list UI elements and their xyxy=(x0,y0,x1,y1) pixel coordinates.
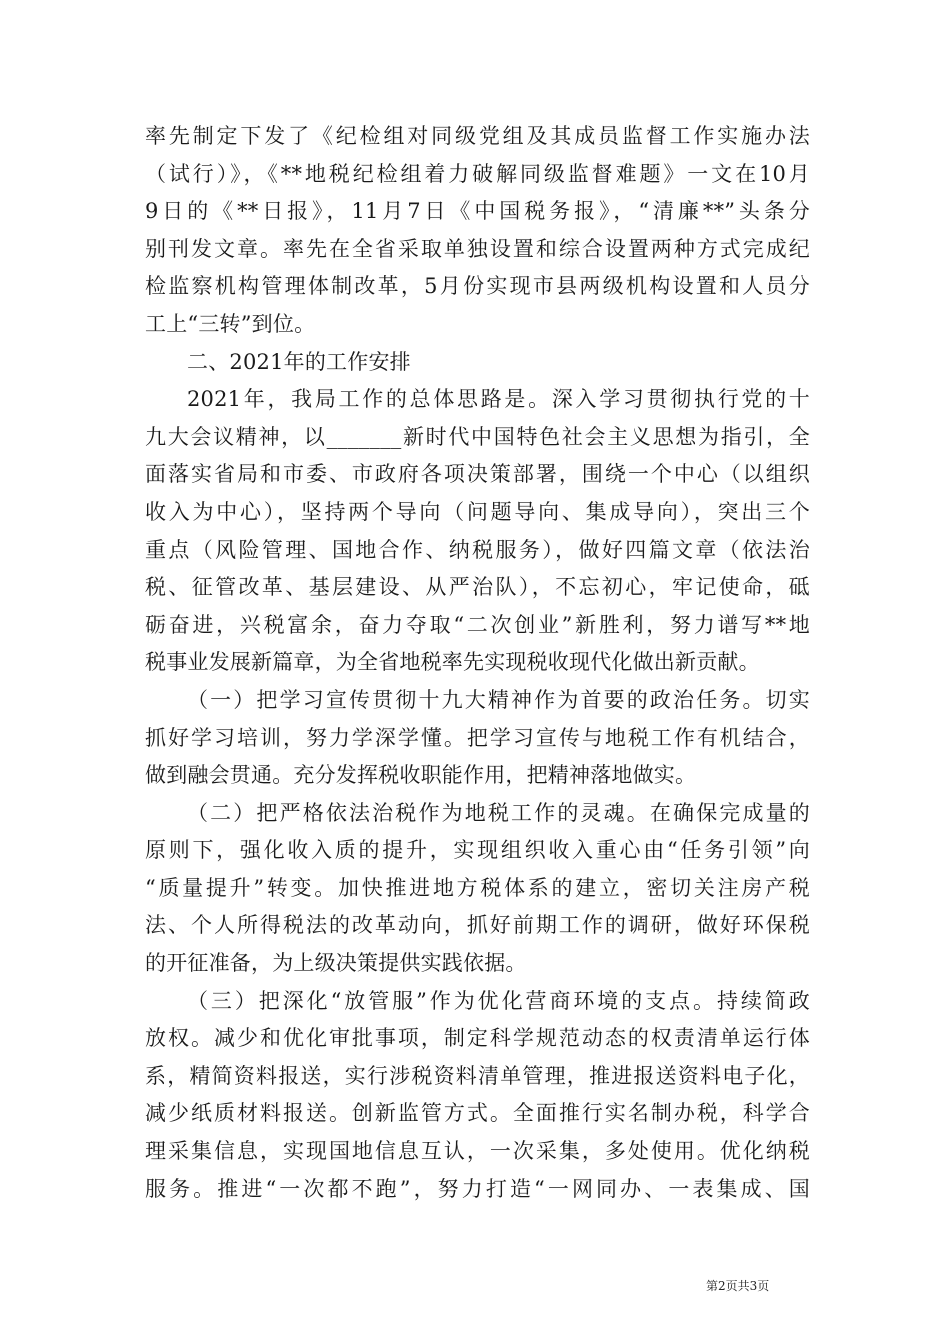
text-line: 9日的《**日报》，11月7日《中国税务报》，“清廉**”头条分 xyxy=(145,199,810,224)
section-heading: 二、2021年的工作安排 xyxy=(187,349,411,374)
text-line: “质量提升”转变。加快推进地方税体系的建立，密切关注房产税 xyxy=(145,875,810,900)
text-line: 理采集信息，实现国地信息互认，一次采集，多处使用。优化纳税 xyxy=(145,1139,810,1164)
text-line: （试行）》，《**地税纪检组着力破解同级监督难题》一文在10月 xyxy=(145,161,810,186)
text-line: 检监察机构管理体制改革，5月份实现市县两级机构设置和人员分 xyxy=(145,274,810,299)
text-line: 法、个人所得税法的改革动向，抓好前期工作的调研，做好环保税 xyxy=(145,913,810,938)
text-line: 抓好学习培训，努力学深学懂。把学习宣传与地税工作有机结合， xyxy=(145,725,810,750)
text-line: 减少纸质材料报送。创新监管方式。全面推行实名制办税，科学合 xyxy=(145,1101,810,1126)
document-body xyxy=(145,118,810,1208)
text-line: 税事业发展新篇章，为全省地税率先实现税收现代化做出新贡献。 xyxy=(145,650,760,675)
text-line: 原则下，强化收入质的提升，实现组织收入重心由“任务引领”向 xyxy=(145,838,810,863)
text-line: 率先制定下发了《纪检组对同级党组及其成员监督工作实施办法 xyxy=(145,124,810,148)
paragraph-start: （三）把深化“放管服”作为优化营商环境的支点。持续简政 xyxy=(187,988,810,1013)
text-line: 服务。推进“一次都不跑”，努力打造“一网同办、一表集成、国 xyxy=(145,1176,810,1201)
paragraph-start: （一）把学习宣传贯彻十九大精神作为首要的政治任务。切实 xyxy=(187,687,810,712)
text-line: 九大会议精神，以_______新时代中国特色社会主义思想为指引，全 xyxy=(145,424,810,449)
text-line: 砺奋进，兴税富余，奋力夺取“二次创业”新胜利，努力谱写**地 xyxy=(145,612,810,637)
text-line: 重点（风险管理、国地合作、纳税服务），做好四篇文章（依法治 xyxy=(145,537,810,562)
text-line: 做到融会贯通。充分发挥税收职能作用，把精神落地做实。 xyxy=(145,763,697,788)
text-line: 工上“三转”到位。 xyxy=(145,311,316,336)
text-line: 面落实省局和市委、市政府各项决策部署，围绕一个中心（以组织 xyxy=(145,462,810,487)
text-line: 税、征管改革、基层建设、从严治队），不忘初心，牢记使命，砥 xyxy=(145,575,810,600)
paragraph-start: （二）把严格依法治税作为地税工作的灵魂。在确保完成量的 xyxy=(187,800,810,825)
page-number: 第2页共3页 xyxy=(706,1279,770,1293)
text-line: 放权。减少和优化审批事项，制定科学规范动态的权责清单运行体 xyxy=(145,1026,810,1051)
text-line: 的开征准备，为上级决策提供实践依据。 xyxy=(145,951,527,976)
paragraph-start: 2021年，我局工作的总体思路是。深入学习贯彻执行党的十 xyxy=(187,387,810,412)
text-line: 别刊发文章。率先在全省采取单独设置和综合设置两种方式完成纪 xyxy=(145,236,810,261)
text-line: 收入为中心），坚持两个导向（问题导向、集成导向），突出三个 xyxy=(145,499,810,524)
text-line: 系，精简资料报送，实行涉税资料清单管理，推进报送资料电子化， xyxy=(145,1063,810,1088)
